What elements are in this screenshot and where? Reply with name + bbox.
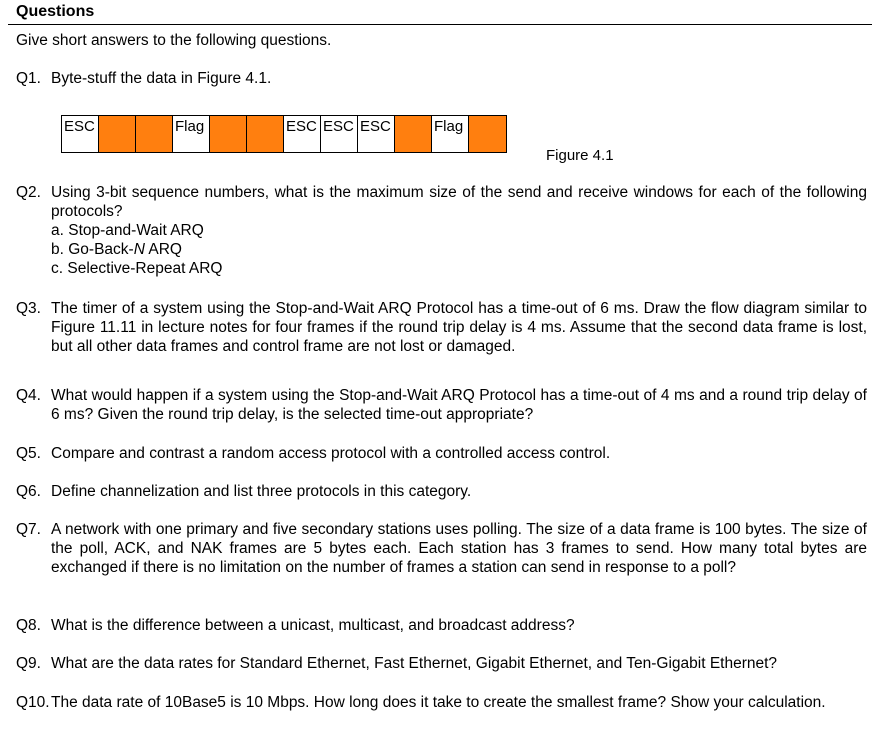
question-1 xyxy=(16,69,867,88)
frame-cell: Flag xyxy=(432,116,469,152)
question-text: Define channelization and list three protocols in this category. xyxy=(51,483,472,500)
question-text: What is the difference between a unicast, multicast, and broadcast address? xyxy=(51,617,575,634)
figure-caption: Figure 4.1 xyxy=(546,147,614,164)
option-item: b. Go-Back-N ARQ xyxy=(51,241,182,258)
frame-cell xyxy=(469,116,506,152)
question-7 xyxy=(16,520,867,577)
question-text: A network with one primary and five secondary stations uses polling. The size of a data frame is 100 bytes. The size of the poll, ACK, and NAK frames are 5 bytes each. Each station has 3 frames to send. How many total bytes are exchanged if there is no limitation on the number of frames a station can send in response to a poll? xyxy=(51,521,867,576)
question-text: The data rate of 10Base5 is 10 Mbps. How long does it take to create the smallest frame? Show your calculation. xyxy=(51,694,826,711)
question-number: Q2. xyxy=(16,184,41,201)
question-number: Q7. xyxy=(16,521,41,538)
question-2 xyxy=(16,183,867,278)
question-text: What are the data rates for Standard Ethernet, Fast Ethernet, Gigabit Ethernet, and Ten-Gigabit Ethernet? xyxy=(51,655,778,672)
frame-cell: ESC xyxy=(358,116,395,152)
frame-cell xyxy=(99,116,136,152)
question-text: Byte-stuff the data in Figure 4.1. xyxy=(51,70,272,87)
question-number: Q9. xyxy=(16,655,41,672)
question-text: The timer of a system using the Stop-and-Wait ARQ Protocol has a time-out of 6 ms. Draw the flow diagram similar to Figure 11.11 in lecture notes for four frames if the round trip delay is 4 ms. Assume that the second data frame is lost, but all other data frames and control frame are not lost or damaged. xyxy=(51,300,867,355)
question-number: Q3. xyxy=(16,300,41,317)
option-list xyxy=(51,221,867,278)
option-item: a. Stop-and-Wait ARQ xyxy=(51,222,204,239)
frame-cell xyxy=(395,116,432,152)
instructions: Give short answers to the following questions. xyxy=(16,32,332,49)
frame-cell xyxy=(210,116,247,152)
question-9 xyxy=(16,654,867,673)
question-4 xyxy=(16,386,867,424)
question-number: Q5. xyxy=(16,445,41,462)
frame-diagram xyxy=(61,115,507,153)
frame-cell: Flag xyxy=(173,116,210,152)
question-text: Using 3-bit sequence numbers, what is the maximum size of the send and receive windows for each of the following protocols? xyxy=(51,184,867,220)
question-8 xyxy=(16,616,867,635)
frame-cell: ESC xyxy=(284,116,321,152)
frame-cell xyxy=(247,116,284,152)
question-5 xyxy=(16,444,867,463)
question-text: What would happen if a system using the Stop-and-Wait ARQ Protocol has a time-out of 4 ms and a round trip delay of 6 ms? Given the round trip delay, is the selected time-out appropriate? xyxy=(51,387,867,423)
question-number: Q6. xyxy=(16,483,41,500)
frame-cell xyxy=(136,116,173,152)
question-10 xyxy=(16,693,867,712)
question-text: Compare and contrast a random access protocol with a controlled access control. xyxy=(51,445,611,462)
title-divider xyxy=(8,24,872,25)
page-title: Questions xyxy=(16,3,95,20)
frame-cell: ESC xyxy=(62,116,99,152)
question-number: Q1. xyxy=(16,70,41,87)
question-6 xyxy=(16,482,867,501)
question-3 xyxy=(16,299,867,356)
frame-cell: ESC xyxy=(321,116,358,152)
question-number: Q4. xyxy=(16,387,41,404)
option-item: c. Selective-Repeat ARQ xyxy=(51,260,223,277)
question-number: Q10. xyxy=(16,694,50,711)
question-number: Q8. xyxy=(16,617,41,634)
